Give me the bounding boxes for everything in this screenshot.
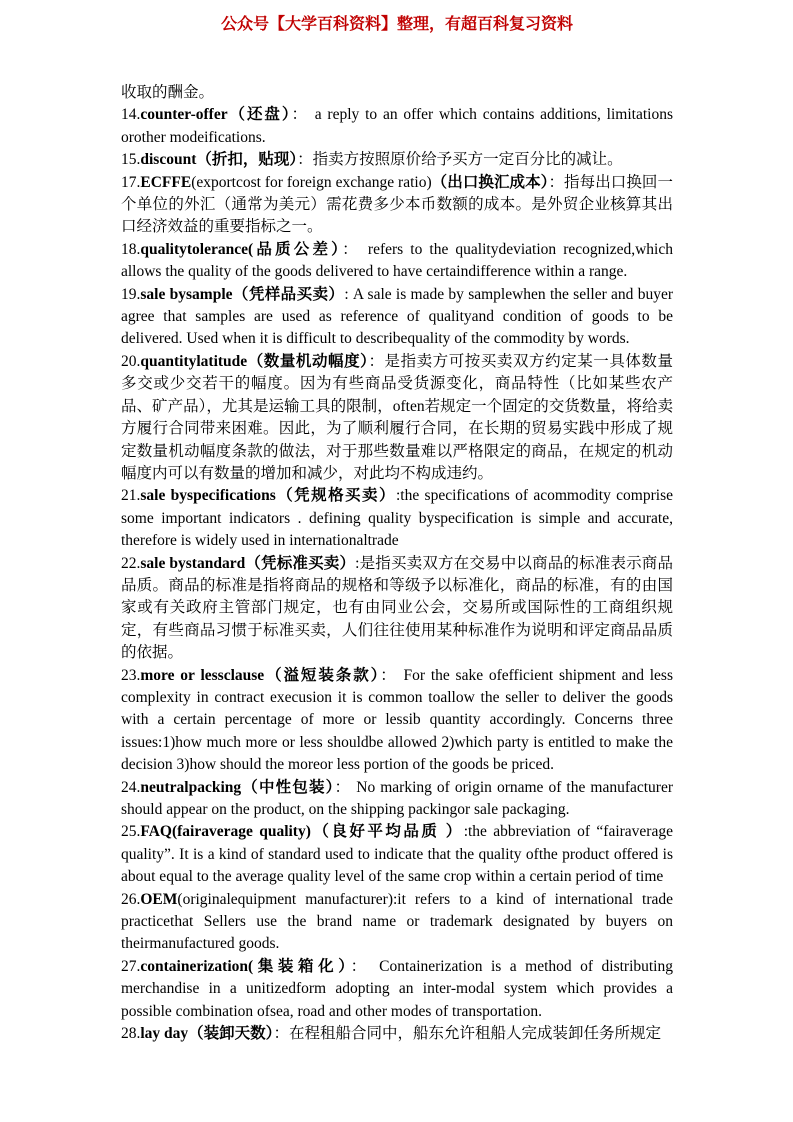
paragraph [121,821,673,888]
term-bold-run: sale bystandard（凭标准买卖） [140,554,356,572]
term-bold-run: discount（折扣，贴现） [140,151,298,169]
paragraph [121,284,673,351]
term-bold-run: neutralpacking（中性包装） [140,778,335,796]
paragraph [121,149,673,171]
text-run: 23. [121,666,141,684]
text-run: 15. [121,151,141,169]
term-bold-run: qualitytolerance(品质公差） [140,240,343,258]
term-bold-run: more or lessclause（溢短装条款） [140,666,381,684]
text-run: ： refers to the qualitydeviation recognized,which allows the quality of the goods delivered to have certaindifference within a range. [121,240,673,281]
text-run: 收取的酬金。 [121,84,215,101]
paragraph [121,485,673,552]
text-run: 21. [121,487,141,505]
text-run: 18. [121,240,141,258]
paragraph [121,889,673,956]
term-bold-run: containerization(集装箱化） [140,957,351,975]
text-run: ： Containerization is a method of distributing merchandise in a unitizedform adopting an inter-modal system which provides a possible combination ofsea, road and other modes of transportation. [121,957,673,1020]
text-run: 17. [121,173,141,191]
text-run: 28. [121,1025,141,1043]
text-run: 25. [121,823,141,841]
term-bold-run: lay day（装卸天数） [140,1025,274,1043]
text-run: ：指卖方按照原价给予买方一定百分比的减让。 [297,151,623,169]
term-bold-run: sale byspecifications（凭规格买卖） [140,487,396,505]
text-run: :是指买卖双方在交易中以商品的标准表示商品品质。商品的标准是指将商品的规格和等级予以标准化，商品的标准，有的由国家或有关政府主管部门规定，也有由同业公会，交易所或国际性的工商组织规定，有些商品习惯于标准买卖，人们往往使用某种标准作为说明和评定商品品质的依据。 [121,554,673,662]
text-run: (originalequipment manufacturer):it refers to a kind of international trade practicethat Sellers use the brand name or trademark designated by buyers on theirmanufactured goods. [121,890,673,953]
paragraph [121,1023,673,1045]
text-run: ：是指卖方可按买卖双方约定某一具体数量多交或少交若干的幅度。因为有些商品受货源变化，商品特性（比如某些农产品、矿产品），尤其是运输工具的限制，often若规定一个固定的交货数量，将给卖方履行合同带来困难。因此，为了顺利履行合同，在长期的贸易实践中形成了规定数量机动幅度条款的做法，对于那些数量难以严格限定的商品，在规定的机动幅度内可以有数量的增加和减少，对此均不构成违约。 [121,352,673,482]
text-run: 26. [121,890,141,908]
term-bold-run: OEM [140,890,178,908]
page-header: 公众号【大学百科资料】整理，有超百科复习资料 [220,16,573,33]
text-run: : A sale is made by samplewhen the seller and buyer agree that samples are used as reference of qualityand condition of goods to be delivered. Used when it is difficult to describequality of the commodity by words. [121,285,673,348]
text-run: :the specifications of acommodity comprise some important indicators . defining quality byspecification is simple and accurate, therefore is widely used in internationaltrade [121,487,673,550]
term-bold-run: counter-offer（还盘） [140,106,292,124]
paragraph [121,351,673,485]
term-bold-run: sale bysample（凭样品买卖） [140,285,345,303]
text-run: 27. [121,957,141,975]
term-bold-run: ECFFE [140,173,192,191]
text-run: 22. [121,554,141,572]
term-bold-run: （出口换汇成本） [431,173,549,191]
text-run: :the abbreviation of “fairaverage quality”. It is a kind of standard used to indicate that the quality ofthe product offered is about equal to the average quality level of the same crop within a certain period of time [121,823,673,886]
text-run: ：在程租船合同中，船东允许租船人完成装卸任务所规定 [273,1025,661,1043]
text-run: ： No marking of origin orname of the manufacturer should appear on the product, on the shipping packingor sale packaging. [121,778,673,818]
paragraph [121,956,673,1023]
paragraph [121,172,673,239]
text-run: (exportcost for foreign exchange ratio) [191,173,432,191]
paragraph [121,553,673,665]
paragraph [121,665,673,777]
text-run: 20. [121,352,141,370]
paragraph [121,82,673,104]
term-bold-run: quantitylatitude（数量机动幅度） [140,352,369,370]
text-run: ： For the sake ofefficient shipment and less complexity in contract execusion it is common toallow the seller to deliver the goods with a certain percentage of more or lessib quantity accordingly. Concerns three issues:1)how much more or less shouldbe allowed 2)which party is entitled to make the decision 3)how should the moreor less portion of the goods be priced. [121,666,673,774]
paragraph [121,777,673,822]
term-bold-run: FAQ(fairaverage quality)（良好平均品质 ） [140,823,464,841]
text-run: ：指每出口换回一个单位的外汇（通常为美元）需花费多少本币数额的成本。是外贸企业核算其出口经济效益的重要指标之一。 [121,173,673,236]
paragraph [121,104,673,149]
text-run: ： a reply to an offer which contains additions, limitations orother modeifications. [121,106,673,146]
text-run: 19. [121,285,141,303]
text-run: 14. [121,106,141,124]
document-body [121,82,673,1045]
paragraph [121,239,673,284]
text-run: 24. [121,778,141,796]
